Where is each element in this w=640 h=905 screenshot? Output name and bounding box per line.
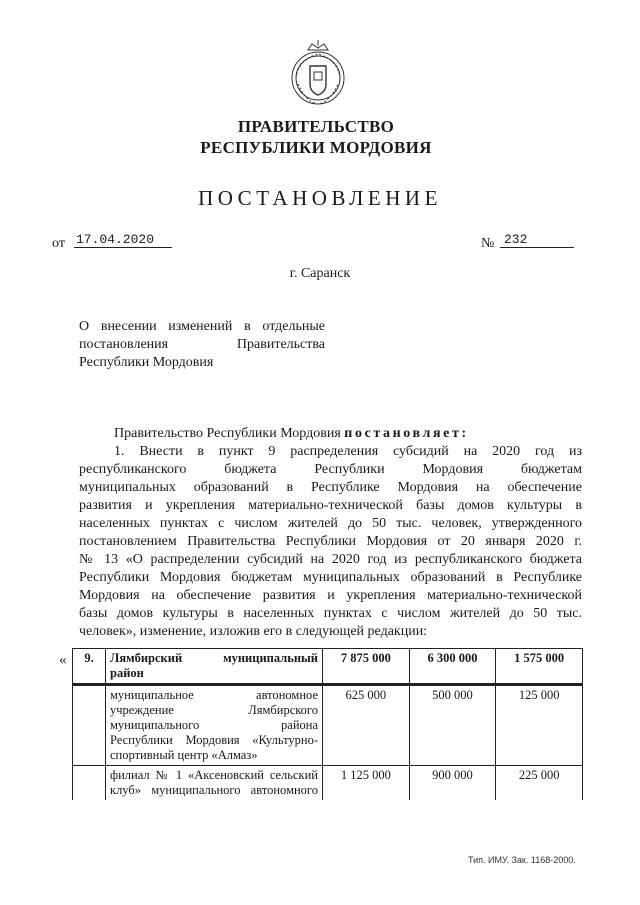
institution-name xyxy=(106,766,323,801)
row-number xyxy=(73,685,106,766)
body-line: развития и укрепления материально-технической базы домов культуры в xyxy=(79,498,582,513)
date-label: от xyxy=(52,236,65,251)
document-type: ПОСТАНОВЛЕНИЕ xyxy=(198,186,442,210)
amount-republic: 6 300 000 xyxy=(409,649,496,685)
amount-local: 125 000 xyxy=(496,685,583,766)
table-row xyxy=(73,766,583,801)
body-line: базы домов культуры в населенных пунктах с числом жителей до 50 тыс. xyxy=(79,606,582,621)
document-number: 232 xyxy=(500,232,574,248)
subsidy-table xyxy=(72,648,583,800)
district-name xyxy=(106,649,323,685)
name-line: филиал № 1 «Аксеновский сельский xyxy=(110,768,318,782)
name-line: Республики Мордовия «Культурно- xyxy=(110,733,318,747)
subject-line: постановления Правительства xyxy=(79,337,325,352)
organization-name-line2: РЕСПУБЛИКИ МОРДОВИЯ xyxy=(200,138,432,157)
print-note: Тип. ИМУ. Зак. 1168-2000. xyxy=(468,855,576,865)
body-line: человек», изменение, изложив его в следующей редакции: xyxy=(79,624,428,639)
document-subject xyxy=(79,318,325,372)
amount-republic: 900 000 xyxy=(409,766,496,801)
name-line: спортивный центр «Алмаз» xyxy=(110,748,258,762)
body-line: Мордовия на обеспечение развития и укрепления материально-технической xyxy=(79,588,582,603)
name-line: муниципального района xyxy=(110,718,318,732)
table-row xyxy=(73,685,583,766)
amount-republic: 500 000 xyxy=(409,685,496,766)
row-number xyxy=(73,766,106,801)
table-row xyxy=(73,649,583,685)
body-line: муниципальных образований в Республике Мордовия на обеспечение xyxy=(79,480,582,495)
opening-quote-mark: « xyxy=(59,652,67,668)
body-line: 1. Внести в пункт 9 распределения субсидий на 2020 год из xyxy=(114,444,582,459)
coat-of-arms-icon xyxy=(286,40,350,112)
number-label: № xyxy=(481,236,495,251)
city: г. Саранск xyxy=(289,266,351,281)
name-line: Лямбирский муниципальный xyxy=(110,651,318,665)
organization-name-line1: ПРАВИТЕЛЬСТВО xyxy=(237,117,395,136)
intro-text: Правительство Республики Мордовия xyxy=(114,426,341,441)
document-date: 17.04.2020 xyxy=(74,232,172,248)
institution-name xyxy=(106,685,323,766)
subject-line: Республики Мордовия xyxy=(79,355,214,370)
body-intro xyxy=(79,425,582,443)
name-line: муниципальное автономное xyxy=(110,688,318,702)
body-line: населенных пунктах с числом жителей до 50 тыс. человек, утвержденного xyxy=(79,516,582,531)
amount-total: 625 000 xyxy=(323,685,410,766)
name-line: клуб» муниципального автономного xyxy=(110,783,318,797)
subject-line: О внесении изменений в отдельные xyxy=(79,319,325,334)
amount-total: 1 125 000 xyxy=(323,766,410,801)
row-number: 9. xyxy=(73,649,106,685)
body-line: № 13 «О распределении субсидий на 2020 год из республиканского бюджета xyxy=(79,552,582,567)
name-line: учреждение Лямбирского xyxy=(110,703,318,717)
amount-total: 7 875 000 xyxy=(323,649,410,685)
name-line: район xyxy=(110,666,144,680)
body-line: республиканского бюджета Республики Мордовия бюджетам xyxy=(79,462,582,477)
amount-local: 225 000 xyxy=(496,766,583,801)
document-body xyxy=(79,425,582,641)
body-line: постановлением Правительства Республики Мордовия от 20 января 2020 г. xyxy=(79,534,582,549)
intro-action: постановляет: xyxy=(344,426,469,441)
body-line: Республики Мордовия бюджетам муниципальных образований в Республике xyxy=(79,570,582,585)
amount-local: 1 575 000 xyxy=(496,649,583,685)
